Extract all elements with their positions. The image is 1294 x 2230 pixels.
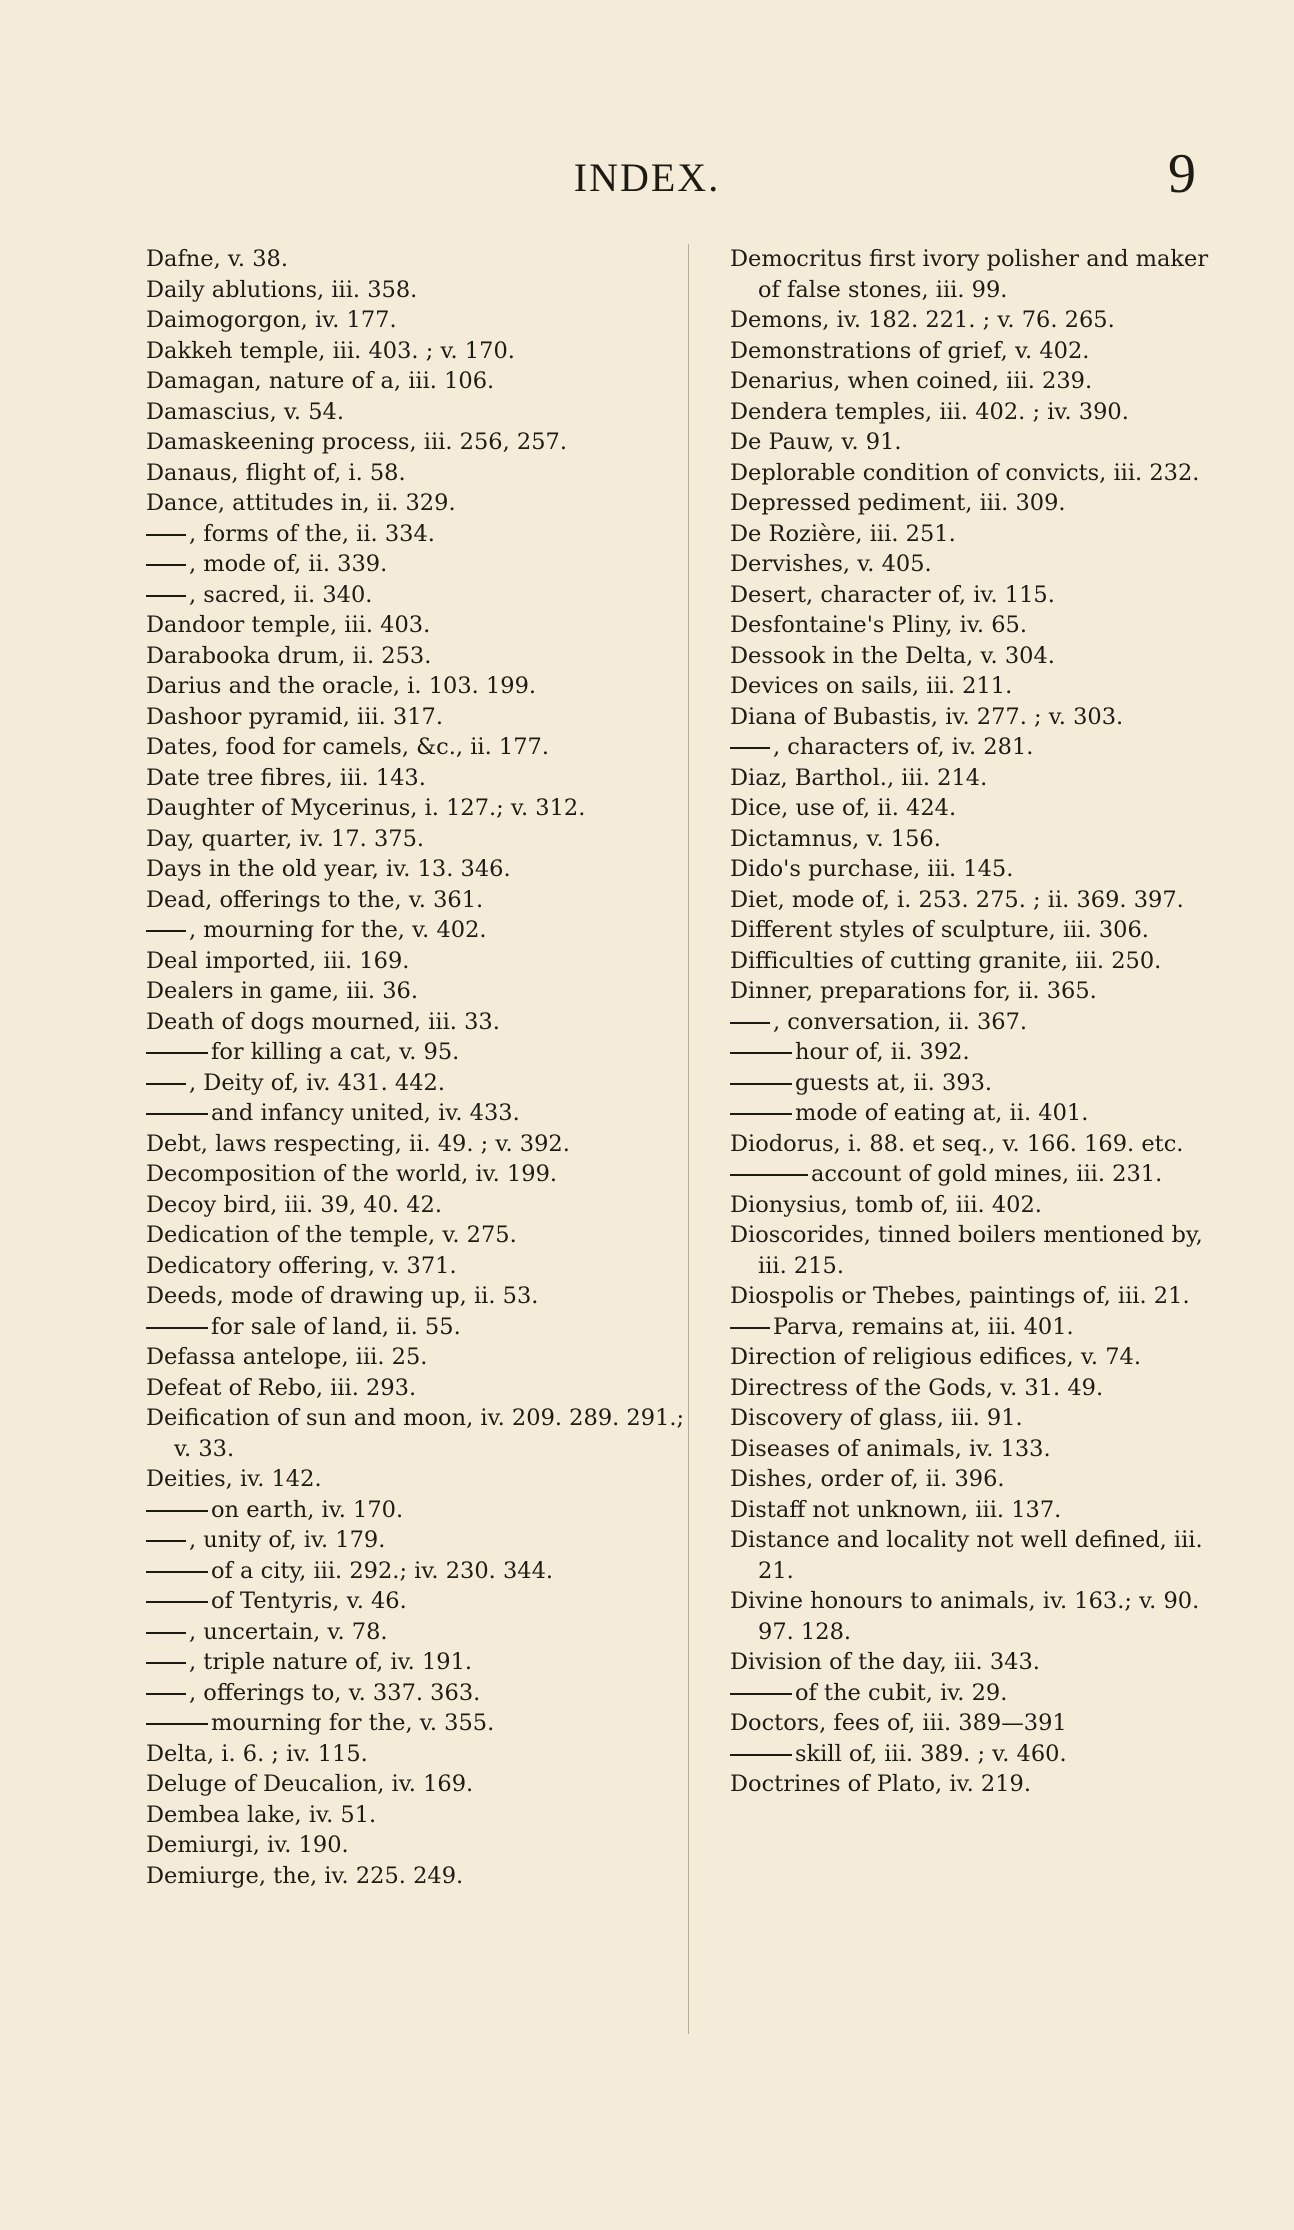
index-entry — [146, 366, 686, 397]
index-entry — [730, 1037, 1220, 1068]
index-entry-text: Dandoor temple, iii. 403. — [146, 612, 431, 638]
index-entry-text: Diana of Bubastis, iv. 277. ; v. 303. — [730, 703, 1124, 730]
index-entry — [730, 1678, 1220, 1709]
index-entry — [730, 915, 1220, 946]
index-entry — [146, 1007, 686, 1038]
index-entry — [730, 763, 1220, 794]
index-entry — [146, 397, 686, 428]
index-entry-text: account of gold mines, iii. 231. — [811, 1161, 1163, 1187]
ditto-rule — [730, 1022, 770, 1024]
index-entry-text: , unity of, iv. 179. — [189, 1527, 386, 1553]
ditto-rule — [730, 1113, 792, 1115]
index-entry — [730, 366, 1220, 397]
index-entry-text: mode of eating at, ii. 401. — [795, 1100, 1089, 1126]
index-entry — [146, 1464, 686, 1495]
index-entry — [730, 732, 1220, 763]
index-entry — [146, 519, 686, 550]
index-entry-text: Defeat of Rebo, iii. 293. — [146, 1374, 417, 1401]
index-entry-text: skill of, iii. 389. ; v. 460. — [795, 1740, 1067, 1767]
index-entry-text: Damaskeening process, iii. 256, 257. — [146, 429, 568, 455]
index-entry — [730, 1312, 1220, 1343]
index-entry — [730, 976, 1220, 1007]
index-entry-text: , triple nature of, iv. 191. — [189, 1649, 473, 1675]
index-entry — [730, 1220, 1220, 1281]
index-entry — [146, 305, 686, 336]
index-entry — [146, 1403, 686, 1464]
index-entry-text: Daimogorgon, iv. 177. — [146, 307, 397, 333]
index-entry-text: Dembea lake, iv. 51. — [146, 1801, 377, 1828]
index-column-right — [730, 244, 1220, 1800]
index-entry-text: Dishes, order of, ii. 396. — [730, 1466, 1005, 1492]
index-entry-text: Demiurge, the, iv. 225. 249. — [146, 1862, 464, 1889]
index-entry — [146, 1220, 686, 1251]
index-entry — [146, 1190, 686, 1221]
index-entry-text: Desfontaine's Pliny, iv. 65. — [730, 612, 1027, 638]
index-entry-text: Daughter of Mycerinus, i. 127.; v. 312. — [146, 795, 586, 821]
index-entry-text: , offerings to, v. 337. 363. — [189, 1679, 481, 1706]
index-entry-text: Direction of religious edifices, v. 74. — [730, 1344, 1141, 1370]
index-entry-text: of a city, iii. 292.; iv. 230. 344. — [211, 1557, 554, 1584]
index-entry — [730, 1342, 1220, 1373]
index-entry — [146, 1769, 686, 1800]
index-entry-text: Dates, food for camels, &c., ii. 177. — [146, 734, 550, 760]
page-number: 9 — [1168, 143, 1196, 205]
index-entry-text: Dervishes, v. 405. — [730, 551, 932, 577]
index-entry-text: Democritus first ivory polisher and maker of false stones, iii. 99. — [730, 246, 1209, 303]
ditto-rule — [146, 1052, 208, 1054]
index-entry — [730, 641, 1220, 672]
index-entry — [730, 336, 1220, 367]
index-entry-text: Delta, i. 6. ; iv. 115. — [146, 1740, 368, 1767]
index-entry — [146, 1678, 686, 1709]
index-entry — [730, 1586, 1220, 1647]
index-entry — [730, 1129, 1220, 1160]
index-entry-text: Distaff not unknown, iii. 137. — [730, 1496, 1062, 1523]
index-entry-text: Difficulties of cutting granite, iii. 250. — [730, 947, 1162, 974]
index-entry — [146, 1342, 686, 1373]
index-entry-text: Dionysius, tomb of, iii. 402. — [730, 1191, 1042, 1218]
index-entry — [730, 793, 1220, 824]
index-entry — [146, 793, 686, 824]
ditto-rule — [146, 1113, 208, 1115]
index-entry-text: Dedication of the temple, v. 275. — [146, 1222, 517, 1248]
index-entry-text: Deluge of Deucalion, iv. 169. — [146, 1771, 474, 1797]
index-entry-text: Diet, mode of, i. 253. 275. ; ii. 369. 397. — [730, 886, 1184, 913]
index-entry-text: Debt, laws respecting, ii. 49. ; v. 392. — [146, 1130, 570, 1157]
index-entry — [146, 1312, 686, 1343]
index-entry-text: Dead, offerings to the, v. 361. — [146, 886, 484, 913]
index-entry-text: Division of the day, iii. 343. — [730, 1649, 1040, 1675]
index-entry — [146, 1647, 686, 1678]
index-entry — [730, 580, 1220, 611]
ditto-rule — [146, 1632, 186, 1634]
index-entry-text: , mode of, ii. 339. — [189, 551, 388, 577]
index-entry-text: Divine honours to animals, iv. 163.; v. 90. 97. 128. — [730, 1588, 1200, 1645]
index-entry-text: Diseases of animals, iv. 133. — [730, 1435, 1051, 1462]
index-entry — [146, 427, 686, 458]
index-entry — [146, 488, 686, 519]
index-entry-text: Demiurgi, iv. 190. — [146, 1832, 349, 1858]
index-entry-text: of the cubit, iv. 29. — [795, 1679, 1008, 1706]
index-entry-text: Directress of the Gods, v. 31. 49. — [730, 1374, 1104, 1401]
index-entry-text: Deification of sun and moon, iv. 209. 289. 291.; v. 33. — [146, 1405, 685, 1462]
index-entry-text: Deal imported, iii. 169. — [146, 947, 410, 974]
index-entry — [146, 336, 686, 367]
index-entry-text: Damagan, nature of a, iii. 106. — [146, 368, 495, 394]
index-entry-text: mourning for the, v. 355. — [211, 1710, 495, 1736]
index-entry-text: Decoy bird, iii. 39, 40. 42. — [146, 1191, 442, 1218]
ditto-rule — [730, 1327, 770, 1329]
index-entry — [146, 1251, 686, 1282]
index-entry — [730, 1464, 1220, 1495]
index-entry-text: , forms of the, ii. 334. — [189, 520, 435, 547]
index-entry — [146, 244, 686, 275]
index-entry-text: and infancy united, iv. 433. — [211, 1100, 520, 1126]
index-entry — [730, 305, 1220, 336]
index-entry — [730, 1739, 1220, 1770]
index-entry — [730, 1159, 1220, 1190]
index-entry — [146, 1159, 686, 1190]
ditto-rule — [146, 1540, 186, 1542]
index-entry-text: Doctrines of Plato, iv. 219. — [730, 1771, 1031, 1797]
index-entry — [146, 824, 686, 855]
index-entry — [146, 1129, 686, 1160]
index-entry-text: Date tree fibres, iii. 143. — [146, 764, 426, 791]
ditto-rule — [146, 1571, 208, 1573]
index-entry — [146, 854, 686, 885]
index-entry-text: , uncertain, v. 78. — [189, 1618, 388, 1645]
index-entry — [730, 458, 1220, 489]
index-entry — [146, 1586, 686, 1617]
index-entry — [730, 1373, 1220, 1404]
index-entry-text: hour of, ii. 392. — [795, 1039, 970, 1065]
index-entry-text: , conversation, ii. 367. — [773, 1008, 1028, 1035]
index-entry — [146, 1525, 686, 1556]
index-entry — [730, 488, 1220, 519]
index-entry-text: Dafne, v. 38. — [146, 246, 289, 272]
index-entry — [146, 1556, 686, 1587]
index-entry — [730, 1495, 1220, 1526]
index-entry — [146, 1068, 686, 1099]
ditto-rule — [730, 1083, 792, 1085]
index-entry-text: , sacred, ii. 340. — [189, 581, 373, 608]
index-entry-text: Diaz, Barthol., iii. 214. — [730, 764, 988, 791]
index-entry — [146, 1830, 686, 1861]
index-entry — [146, 549, 686, 580]
ditto-rule — [146, 1601, 208, 1603]
index-entry — [730, 397, 1220, 428]
index-entry — [146, 1098, 686, 1129]
index-entry-text: Dealers in game, iii. 36. — [146, 978, 419, 1004]
index-entry-text: Dendera temples, iii. 402. ; iv. 390. — [730, 398, 1129, 425]
index-entry — [730, 1068, 1220, 1099]
index-entry-text: Dioscorides, tinned boilers mentioned by, iii. 215. — [730, 1222, 1203, 1279]
index-entry — [146, 641, 686, 672]
index-entry-text: Day, quarter, iv. 17. 375. — [146, 825, 425, 852]
index-entry-text: Demonstrations of grief, v. 402. — [730, 337, 1090, 364]
index-entry-text: Distance and locality not well defined, iii. 21. — [730, 1527, 1203, 1584]
index-entry-text: for sale of land, ii. 55. — [211, 1313, 461, 1340]
index-entry — [146, 732, 686, 763]
index-entry — [730, 1403, 1220, 1434]
index-entry-text: Defassa antelope, iii. 25. — [146, 1344, 428, 1370]
index-entry-text: Devices on sails, iii. 211. — [730, 673, 1013, 699]
index-entry-text: Denarius, when coined, iii. 239. — [730, 368, 1093, 394]
index-entry-text: Dessook in the Delta, v. 304. — [730, 642, 1055, 669]
index-entry-text: Darabooka drum, ii. 253. — [146, 642, 432, 669]
index-entry — [146, 1037, 686, 1068]
index-entry — [730, 1708, 1220, 1739]
index-entry-text: of Tentyris, v. 46. — [211, 1588, 407, 1614]
running-head — [0, 143, 1294, 210]
index-entry-text: on earth, iv. 170. — [211, 1496, 404, 1523]
ditto-rule — [146, 1327, 208, 1329]
index-entry-text: Discovery of glass, iii. 91. — [730, 1405, 1023, 1431]
index-entry — [730, 1647, 1220, 1678]
index-entry — [146, 671, 686, 702]
index-entry — [730, 702, 1220, 733]
index-entry — [146, 763, 686, 794]
ditto-rule — [146, 930, 186, 932]
ditto-rule — [146, 595, 186, 597]
index-entry-text: Dice, use of, ii. 424. — [730, 795, 957, 821]
index-entry-text: guests at, ii. 393. — [795, 1069, 993, 1096]
index-entry-text: Danaus, flight of, i. 58. — [146, 459, 406, 486]
index-entry-text: , characters of, iv. 281. — [773, 734, 1034, 760]
index-entry — [146, 1373, 686, 1404]
page-title: INDEX. — [573, 155, 721, 200]
index-entry — [730, 885, 1220, 916]
index-entry-text: for killing a cat, v. 95. — [211, 1039, 460, 1065]
index-entry-text: Dance, attitudes in, ii. 329. — [146, 490, 456, 516]
ditto-rule — [730, 1754, 792, 1756]
index-entry-text: , mourning for the, v. 402. — [189, 917, 487, 943]
index-entry-text: Days in the old year, iv. 13. 346. — [146, 856, 511, 882]
index-entry-text: Daily ablutions, iii. 358. — [146, 276, 418, 303]
ditto-rule — [146, 564, 186, 566]
index-entry — [730, 671, 1220, 702]
ditto-rule — [146, 1083, 186, 1085]
index-entry-text: Desert, character of, iv. 115. — [730, 581, 1055, 608]
index-entry — [146, 1739, 686, 1770]
ditto-rule — [146, 1693, 186, 1695]
index-entry-text: Dashoor pyramid, iii. 317. — [146, 703, 444, 730]
index-entry — [730, 1098, 1220, 1129]
index-entry-text: Death of dogs mourned, iii. 33. — [146, 1008, 500, 1035]
ditto-rule — [730, 747, 770, 749]
index-entry — [146, 1800, 686, 1831]
index-entry-text: Dido's purchase, iii. 145. — [730, 856, 1014, 882]
index-entry — [730, 244, 1220, 305]
index-entry — [730, 1769, 1220, 1800]
index-entry — [146, 275, 686, 306]
index-entry — [146, 946, 686, 977]
index-column-left — [146, 244, 686, 1891]
index-entry-text: Deeds, mode of drawing up, ii. 53. — [146, 1283, 539, 1309]
index-entry-text: Different styles of sculpture, iii. 306. — [730, 917, 1149, 943]
index-entry — [730, 824, 1220, 855]
ditto-rule — [730, 1693, 792, 1695]
index-entry-text: De Rozière, iii. 251. — [730, 520, 956, 547]
index-entry-text: Damascius, v. 54. — [146, 398, 345, 425]
index-entry-text: , Deity of, iv. 431. 442. — [189, 1069, 446, 1096]
index-entry — [146, 1281, 686, 1312]
index-entry-text: Demons, iv. 182. 221. ; v. 76. 265. — [730, 307, 1115, 333]
index-entry — [730, 549, 1220, 580]
ditto-rule — [146, 1510, 208, 1512]
index-entry — [146, 1495, 686, 1526]
index-entry — [730, 854, 1220, 885]
index-entry-text: Doctors, fees of, iii. 389—391 — [730, 1710, 1067, 1736]
ditto-rule — [146, 1723, 208, 1725]
column-divider — [688, 244, 689, 2034]
index-entry — [146, 1861, 686, 1892]
index-entry-text: Decomposition of the world, iv. 199. — [146, 1161, 558, 1187]
index-entry — [730, 1434, 1220, 1465]
index-entry — [730, 1007, 1220, 1038]
ditto-rule — [146, 534, 186, 536]
index-entry-text: Deities, iv. 142. — [146, 1466, 322, 1492]
ditto-rule — [730, 1052, 792, 1054]
index-entry-text: Diodorus, i. 88. et seq., v. 166. 169. etc. — [730, 1130, 1184, 1157]
index-entry-text: Diospolis or Thebes, paintings of, iii. 21. — [730, 1283, 1190, 1309]
index-entry-text: Dictamnus, v. 156. — [730, 825, 941, 852]
index-entry-text: Dakkeh temple, iii. 403. ; v. 170. — [146, 337, 515, 364]
index-entry — [146, 1617, 686, 1648]
index-entry — [730, 610, 1220, 641]
index-entry — [730, 1190, 1220, 1221]
index-entry — [146, 885, 686, 916]
index-entry — [146, 458, 686, 489]
index-entry-text: Dedicatory offering, v. 371. — [146, 1252, 457, 1279]
index-entry-text: Depressed pediment, iii. 309. — [730, 490, 1066, 516]
index-entry-text: Darius and the oracle, i. 103. 199. — [146, 673, 537, 699]
index-entry-text: Dinner, preparations for, ii. 365. — [730, 978, 1097, 1004]
index-entry — [146, 702, 686, 733]
index-entry — [730, 946, 1220, 977]
index-entry-text: De Pauw, v. 91. — [730, 429, 902, 455]
index-entry — [146, 610, 686, 641]
index-entry — [146, 976, 686, 1007]
ditto-rule — [730, 1174, 808, 1176]
index-entry — [730, 427, 1220, 458]
index-entry — [730, 1525, 1220, 1586]
ditto-rule — [146, 1662, 186, 1664]
index-entry — [146, 580, 686, 611]
index-entry — [730, 519, 1220, 550]
index-entry-text: Parva, remains at, iii. 401. — [773, 1313, 1074, 1340]
index-entry — [730, 1281, 1220, 1312]
index-entry-text: Deplorable condition of convicts, iii. 232. — [730, 459, 1200, 486]
index-entry — [146, 1708, 686, 1739]
index-entry — [146, 915, 686, 946]
